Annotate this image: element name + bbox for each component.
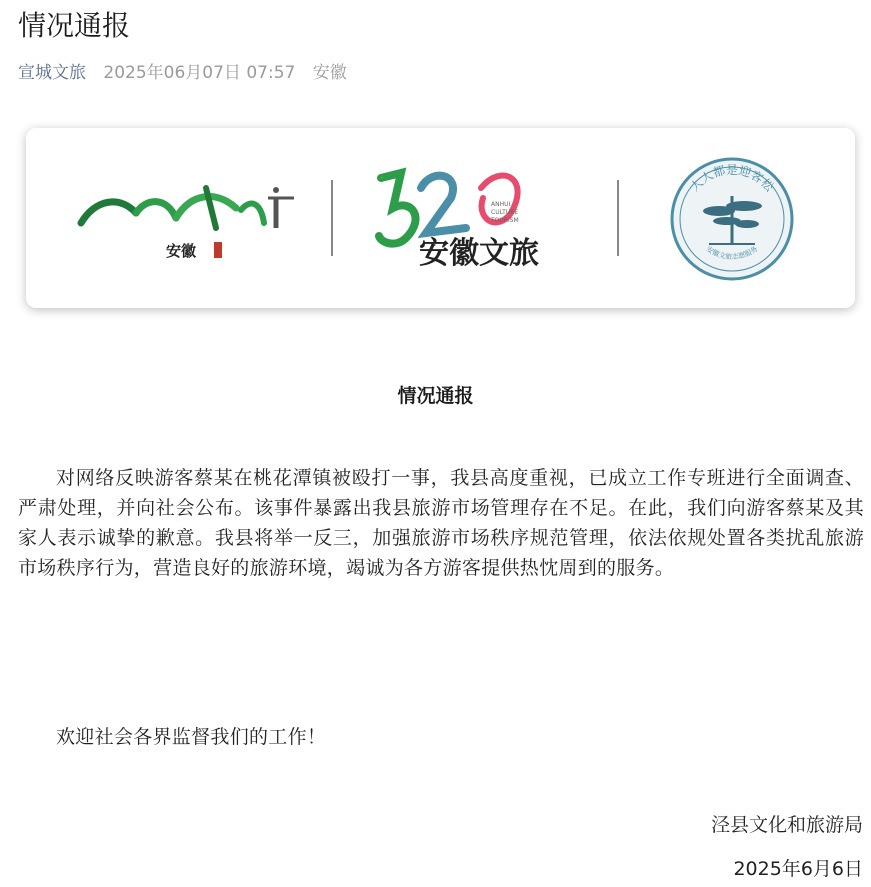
anhui-logo bbox=[76, 168, 306, 268]
article-meta bbox=[18, 58, 347, 83]
notice-paragraph-1: 对网络反映游客蔡某在桃花潭镇被殴打一事，我县高度重视，已成立工作专班进行全面调查、严肃处理，并向社会公布。该事件暴露出我县旅游市场管理存在不足。在此，我们向游客蔡某及其家人表示诚挚的歉意。我县将举一反三，加强旅游市场秩序规范管理，依法依规处置各类扰乱旅游市场秩序行为，营造良好的旅游环境，竭诚为各方游客提供热忱周到的服务。 bbox=[18, 467, 864, 579]
anhui-logo-sub: 安徽 bbox=[166, 242, 197, 260]
logo-520-number: 520 bbox=[381, 178, 383, 179]
banner-divider bbox=[617, 180, 619, 256]
seal-ring-text: 人人都是迎客松 bbox=[687, 163, 777, 195]
banner-divider bbox=[331, 180, 333, 256]
svg-text:TOURISM: TOURISM bbox=[491, 217, 519, 224]
notice-paragraph-2: 欢迎社会各界监督我们的工作！ bbox=[56, 726, 327, 748]
anhui-tourism-520-logo bbox=[371, 158, 591, 278]
volunteer-seal-logo bbox=[669, 156, 795, 282]
publish-location: 安徽 bbox=[312, 63, 347, 83]
seal-bottom-text: 安徽文旅志愿服务 bbox=[704, 244, 760, 262]
source-account-link[interactable]: 宣城文旅 bbox=[18, 63, 86, 83]
anhui-logo-main: AnHui bbox=[86, 188, 89, 189]
banner-image bbox=[26, 128, 855, 308]
svg-text:CULTURE: CULTURE bbox=[491, 209, 519, 216]
signature-date: 2025年6月6日 bbox=[733, 858, 863, 880]
svg-text:ANHUI: ANHUI bbox=[491, 201, 511, 208]
publish-time: 2025年06月07日 07:57 bbox=[103, 63, 296, 83]
notice-heading: 情况通报 bbox=[397, 385, 474, 407]
logo-520-text: 安徽文旅 bbox=[419, 236, 539, 271]
article-title: 情况通报 bbox=[18, 9, 131, 42]
signature-organization: 泾县文化和旅游局 bbox=[710, 814, 863, 836]
